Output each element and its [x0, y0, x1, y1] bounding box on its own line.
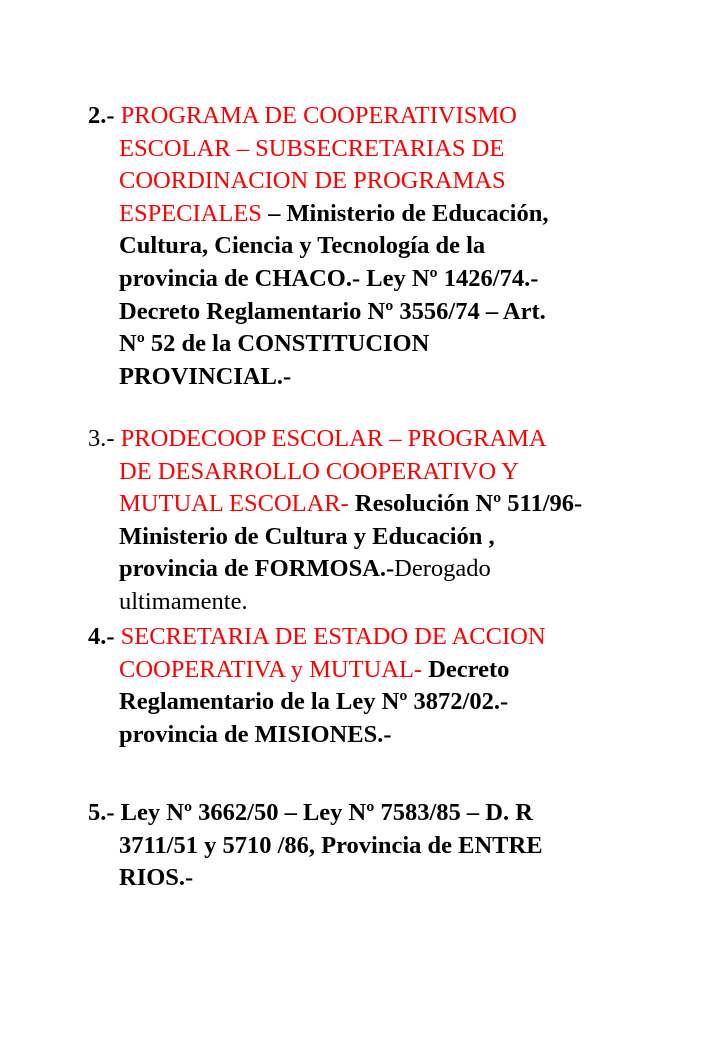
- program-title: DE DESARROLLO COOPERATIVO Y: [119, 457, 519, 485]
- body-text: Cultura, Ciencia y Tecnología de la: [119, 232, 486, 260]
- program-title: MUTUAL ESCOLAR-: [119, 490, 349, 518]
- body-text: PROVINCIAL.-: [119, 362, 292, 390]
- body-text: Ministerio de Cultura y Educación ,: [119, 522, 495, 550]
- line: [88, 133, 678, 166]
- program-title: COOPERATIVA y MUTUAL-: [119, 655, 423, 683]
- line: [88, 621, 678, 654]
- body-text: Nº 52 de la CONSTITUCION: [119, 330, 430, 358]
- body-text: Resolución Nº 511/96-: [354, 490, 583, 518]
- program-title: PRODECOOP ESCOLAR – PROGRAMA: [120, 425, 547, 452]
- body-text: 3711/51 y 5710 /86, Provincia de ENTRE: [119, 831, 543, 859]
- program-title: PROGRAMA DE COOPERATIVISMO: [120, 102, 517, 129]
- program-title: COORDINACION DE PROGRAMAS: [119, 167, 506, 195]
- note-text: Derogado: [394, 555, 491, 583]
- body-text: provincia de MISIONES.-: [119, 720, 392, 748]
- line: [88, 423, 678, 456]
- note-text: ultimamente.: [119, 587, 248, 615]
- line: [88, 553, 678, 586]
- body-text: Decreto Reglamentario Nº 3556/74 – Art.: [119, 297, 546, 325]
- list-item-2: [88, 100, 678, 393]
- body-text: provincia de FORMOSA.-: [119, 555, 395, 583]
- line: [88, 100, 678, 133]
- line: [88, 654, 678, 687]
- list-item-5: [88, 797, 678, 895]
- body-text: – Ministerio de Educación,: [268, 199, 549, 227]
- body-text: Reglamentario de la Ley Nº 3872/02.-: [119, 688, 509, 716]
- line: [88, 198, 678, 231]
- item-number: 3.-: [88, 425, 115, 452]
- item-number: 2.-: [88, 102, 115, 129]
- list-item-4: [88, 621, 678, 751]
- body-text: provincia de CHACO.- Ley Nº 1426/74.-: [119, 264, 539, 292]
- body-text: Decreto: [428, 655, 510, 683]
- program-title: SECRETARIA DE ESTADO DE ACCION: [120, 623, 546, 650]
- program-title: ESPECIALES: [119, 199, 262, 227]
- body-text: RIOS.-: [119, 864, 194, 892]
- line: [88, 488, 678, 521]
- body-text: 5.- Ley Nº 3662/50 – Ley Nº 7583/85 – D. R: [88, 799, 533, 826]
- list-item-3: [88, 423, 678, 619]
- line: [88, 456, 678, 489]
- program-title: ESCOLAR – SUBSECRETARIAS DE: [119, 134, 505, 162]
- item-number: 4.-: [88, 623, 115, 650]
- line: [88, 165, 678, 198]
